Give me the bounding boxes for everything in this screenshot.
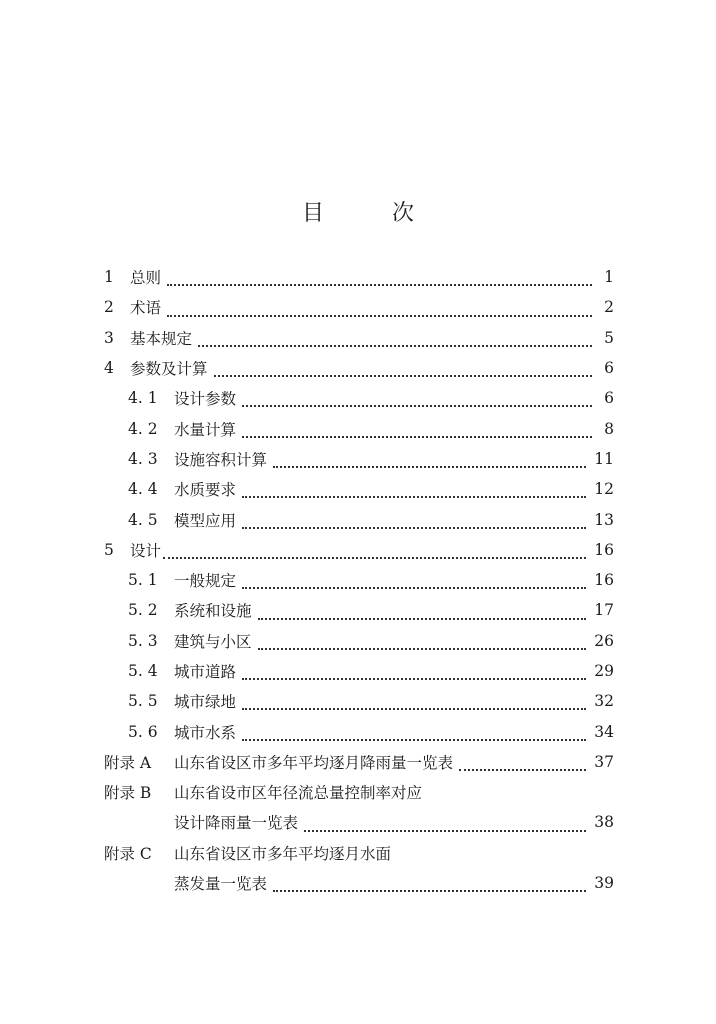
toc-page-number: 11 <box>594 449 614 468</box>
leader-dots <box>304 812 586 832</box>
toc-page-number: 32 <box>594 692 614 711</box>
toc-number: 附录 A <box>104 753 152 772</box>
toc-label: 山东省设区市多年平均逐月降雨量一览表 <box>174 753 454 772</box>
toc-page-number: 6 <box>604 359 614 378</box>
toc-entry-appendix-a[interactable] <box>104 747 614 777</box>
leader-dots <box>258 630 587 650</box>
toc-label: 建筑与小区 <box>174 632 252 651</box>
toc-entry-5-5[interactable] <box>104 686 614 716</box>
toc-page-number: 1 <box>604 268 614 287</box>
leader-dots <box>242 478 586 498</box>
title-char-1: 目 <box>301 201 324 226</box>
leader-dots <box>167 297 592 317</box>
toc-label-line-2: 设计降雨量一览表 <box>174 814 299 833</box>
leader-dots <box>214 357 592 377</box>
toc-number: 4. 2 <box>128 419 158 438</box>
toc-entry-4-3[interactable] <box>104 444 614 474</box>
toc-entry-5-4[interactable] <box>104 656 614 686</box>
toc-label: 设施容积计算 <box>174 450 268 469</box>
toc-page-number: 26 <box>594 631 614 650</box>
toc-number: 5. 6 <box>128 722 158 741</box>
toc-number: 4. 3 <box>128 449 158 468</box>
toc-number: 附录 C <box>104 844 152 863</box>
toc-entry-5-6[interactable] <box>104 716 614 746</box>
toc-page-number: 5 <box>604 328 614 347</box>
toc-page-number: 39 <box>594 874 614 893</box>
toc-label: 城市绿地 <box>174 693 237 712</box>
page-title <box>0 196 716 227</box>
leader-dots <box>273 448 586 468</box>
toc-number: 5. 2 <box>128 601 158 620</box>
toc-page-number: 12 <box>594 480 614 499</box>
toc-number: 4. 1 <box>128 389 158 408</box>
toc-label: 总则 <box>130 269 162 288</box>
toc-page-number: 13 <box>594 510 614 529</box>
toc-entry-appendix-b[interactable] <box>104 777 614 807</box>
toc-label: 术语 <box>130 299 162 318</box>
leader-dots <box>258 600 587 620</box>
toc-entry-5[interactable] <box>104 535 614 565</box>
leader-dots <box>242 690 586 710</box>
toc-entry-1[interactable] <box>104 262 614 292</box>
toc-label: 设计参数 <box>174 390 237 409</box>
toc-entry-4-5[interactable] <box>104 504 614 534</box>
toc-label-line-1: 山东省设市区年径流总量控制率对应 <box>174 784 423 803</box>
toc-label-line-1: 山东省设区市多年平均逐月水面 <box>174 844 392 863</box>
toc-number: 4. 5 <box>128 510 158 529</box>
leader-dots <box>242 721 586 741</box>
leader-dots <box>459 751 586 771</box>
toc-number: 3 <box>104 328 114 347</box>
leader-dots <box>163 539 586 559</box>
toc-entry-3[interactable] <box>104 323 614 353</box>
toc-number: 5. 1 <box>128 571 158 590</box>
leader-dots <box>242 418 592 438</box>
toc-entry-4-1[interactable] <box>104 383 614 413</box>
toc-number: 5. 4 <box>128 662 158 680</box>
toc-page-number: 16 <box>594 571 614 590</box>
toc-number: 5. 3 <box>128 631 158 650</box>
toc-label: 基本规定 <box>130 329 193 348</box>
toc-label: 参数及计算 <box>130 360 208 379</box>
toc-number: 4 <box>104 359 114 378</box>
toc-page-number: 38 <box>594 813 614 832</box>
toc-number: 4. 4 <box>128 480 158 499</box>
leader-dots <box>242 660 586 680</box>
toc-number: 5 <box>104 540 114 559</box>
toc-page-number: 6 <box>604 389 614 408</box>
toc-label: 城市水系 <box>174 723 237 742</box>
toc-entry-4-4[interactable] <box>104 474 614 504</box>
toc-label: 模型应用 <box>174 511 237 530</box>
toc-number: 附录 B <box>104 784 152 803</box>
toc-page-number: 29 <box>594 662 614 680</box>
toc-page-number: 34 <box>594 722 614 741</box>
toc-label-line-2: 蒸发量一览表 <box>174 875 268 894</box>
leader-dots <box>273 872 586 892</box>
toc-entry-4-2[interactable] <box>104 413 614 443</box>
leader-dots <box>242 387 592 407</box>
leader-dots <box>242 509 586 529</box>
toc-entry-5-3[interactable] <box>104 626 614 656</box>
toc-label: 系统和设施 <box>174 602 252 621</box>
toc-number: 1 <box>104 268 114 287</box>
toc-entry-4[interactable] <box>104 353 614 383</box>
leader-dots <box>198 327 592 347</box>
toc-page-number: 17 <box>594 601 614 620</box>
toc-label: 水质要求 <box>174 481 237 500</box>
toc-entry-5-1[interactable] <box>104 565 614 595</box>
table-of-contents <box>104 262 614 898</box>
toc-number: 2 <box>104 298 114 317</box>
toc-entry-2[interactable] <box>104 292 614 322</box>
toc-label: 设计 <box>130 541 162 560</box>
toc-entry-appendix-c[interactable] <box>104 838 614 868</box>
toc-page-number: 8 <box>604 419 614 438</box>
toc-page-number: 37 <box>594 752 614 771</box>
toc-number: 5. 5 <box>128 692 158 711</box>
toc-label: 水量计算 <box>174 420 237 439</box>
title-char-2: 次 <box>392 201 415 226</box>
toc-entry-appendix-c-continued[interactable] <box>104 868 614 898</box>
toc-page-number: 16 <box>594 540 614 559</box>
leader-dots <box>242 569 586 589</box>
toc-label: 城市道路 <box>174 663 237 681</box>
toc-label: 一般规定 <box>174 572 237 591</box>
toc-page-number: 2 <box>604 298 614 317</box>
toc-entry-appendix-b-continued[interactable] <box>104 807 614 837</box>
leader-dots <box>167 266 592 286</box>
toc-entry-5-2[interactable] <box>104 595 614 625</box>
